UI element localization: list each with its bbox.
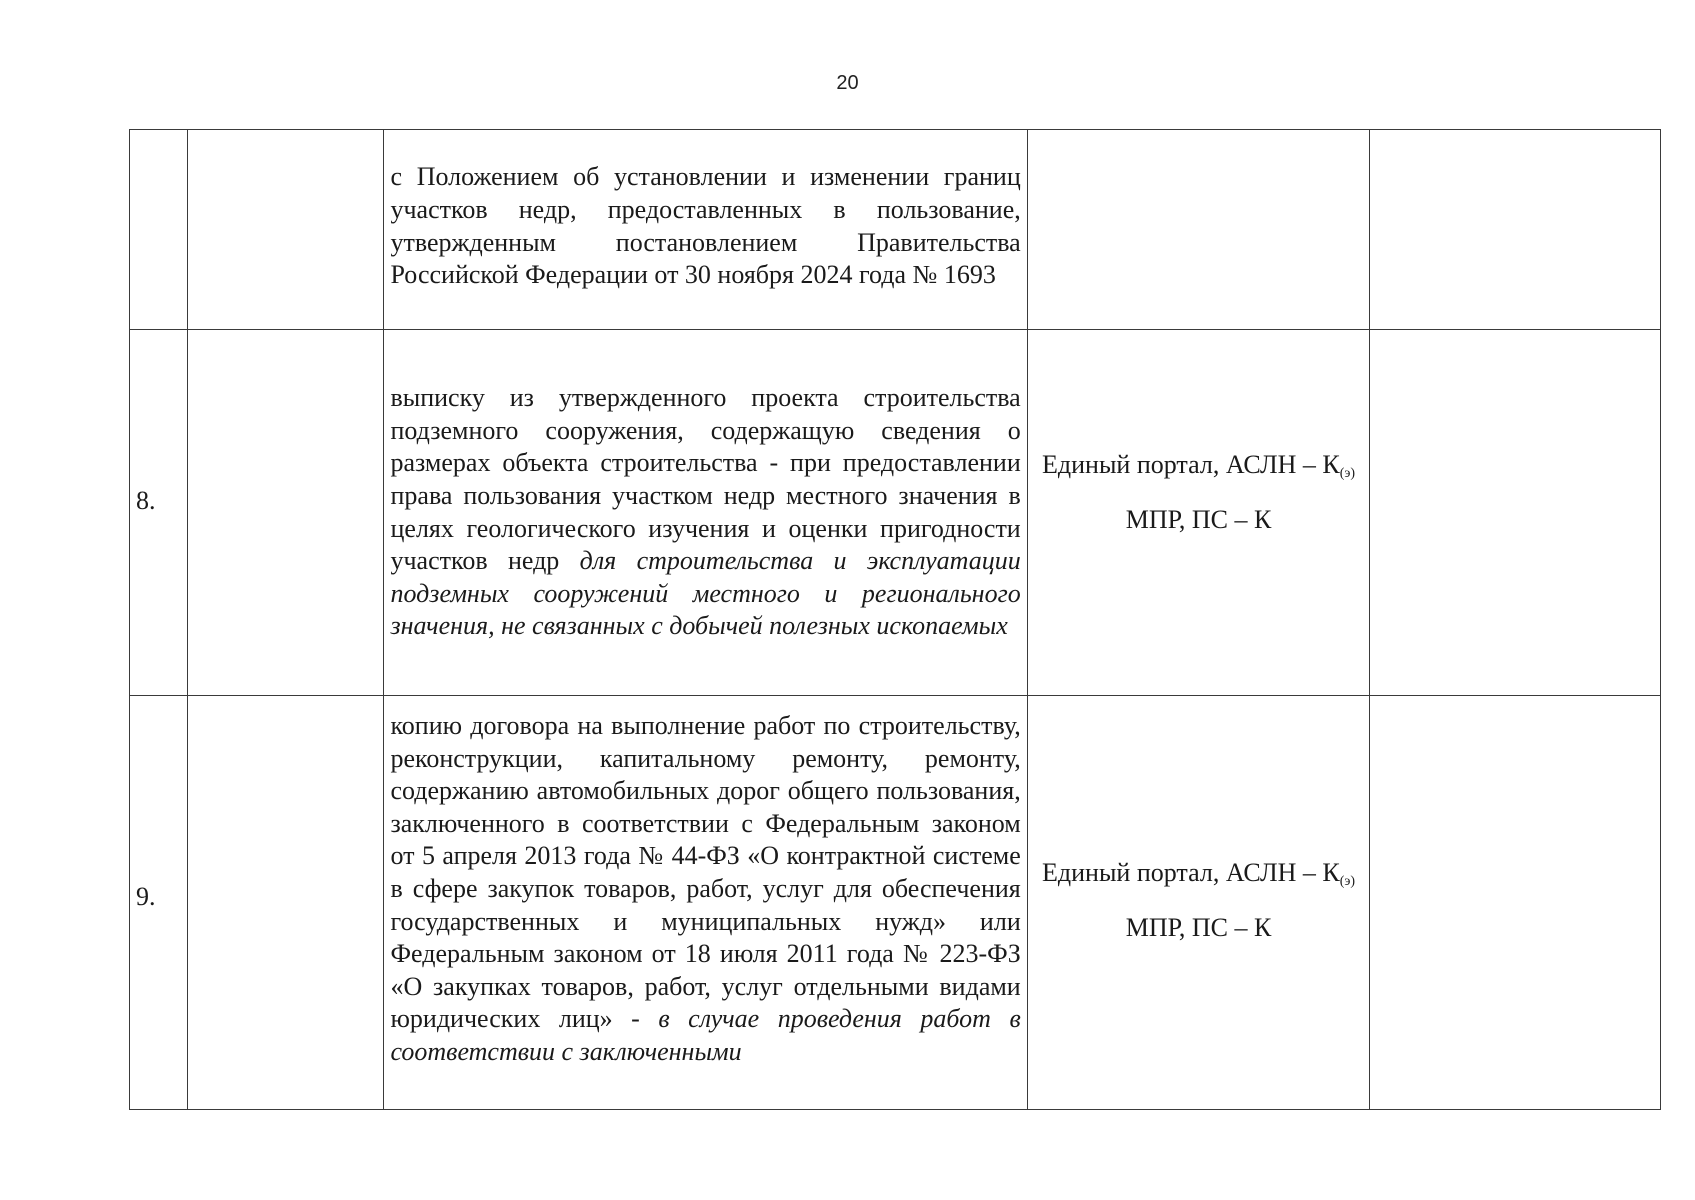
description-italic-text: в случае проведения работ в соответствии с заключенными <box>390 1004 1021 1066</box>
empty-cell <box>1370 130 1661 330</box>
empty-cell <box>188 696 384 1110</box>
empty-cell <box>1370 696 1661 1110</box>
source-cell <box>1027 330 1370 696</box>
description-text: с Положением об установлении и изменении границ участков недр, предоставленных в пользование, утвержденным постановлением Правительства Российской Федерации от 30 ноября 2024 года № 1693 <box>390 162 1021 290</box>
document-description <box>384 149 1026 309</box>
source-cell <box>1027 696 1370 1110</box>
empty-cell <box>1370 330 1661 696</box>
description-text: копию договора на выполнение работ по строительству, реконструкции, капитальному ремонту, ремонту, содержанию автомобильных дорог общего пользования, заключенного в соответствии с Федеральным законом от 5 апреля 2013 года № 44-ФЗ «О контрактной системе в сфере закупок товаров, работ, услуг для обеспечения государственных и муниципальных нужд» или Федеральным законом от 18 июля 2011 года № 223-ФЗ «О закупках товаров, работ, услуг отдельными видами юридических лиц» - <box>390 711 1021 1034</box>
table-row <box>130 696 1661 1110</box>
source-text: Единый портал, АСЛН – К <box>1042 450 1340 479</box>
document-description <box>384 696 1026 1069</box>
source-line-1 <box>1028 855 1370 900</box>
source-subscript: (э) <box>1339 466 1356 481</box>
table-row <box>130 130 1661 330</box>
source-line-2: МПР, ПС – К <box>1125 913 1272 942</box>
document-description-cell <box>384 130 1027 330</box>
document-description-cell <box>384 330 1027 696</box>
document-description-cell <box>384 696 1027 1110</box>
empty-cell <box>188 130 384 330</box>
description-italic-text: для строительства и эксплуатации подземных сооружений местного и регионального значения, не связанных с добычей полезных ископаемых <box>390 546 1021 641</box>
source-line-1 <box>1028 447 1370 492</box>
empty-cell <box>188 330 384 696</box>
row-number-cell <box>130 130 188 330</box>
description-text: выписку из утвержденного проекта строительства подземного сооружения, содержащую сведения о размерах объекта строительства - при предоставлении права пользования участком недр местного значения в целях геологического изучения и оценки пригодности участков недр <box>390 383 1021 576</box>
source-subscript: (э) <box>1339 874 1356 889</box>
requirements-table <box>129 129 1661 1110</box>
source-cell <box>1027 130 1370 330</box>
page-number: 20 <box>836 72 859 94</box>
document-description <box>384 382 1026 643</box>
row-number-cell: 9. <box>130 696 188 1110</box>
source-text: Единый портал, АСЛН – К <box>1042 858 1340 887</box>
table-row <box>130 330 1661 696</box>
source-line-2: МПР, ПС – К <box>1125 505 1272 534</box>
row-number-cell: 8. <box>130 330 188 696</box>
